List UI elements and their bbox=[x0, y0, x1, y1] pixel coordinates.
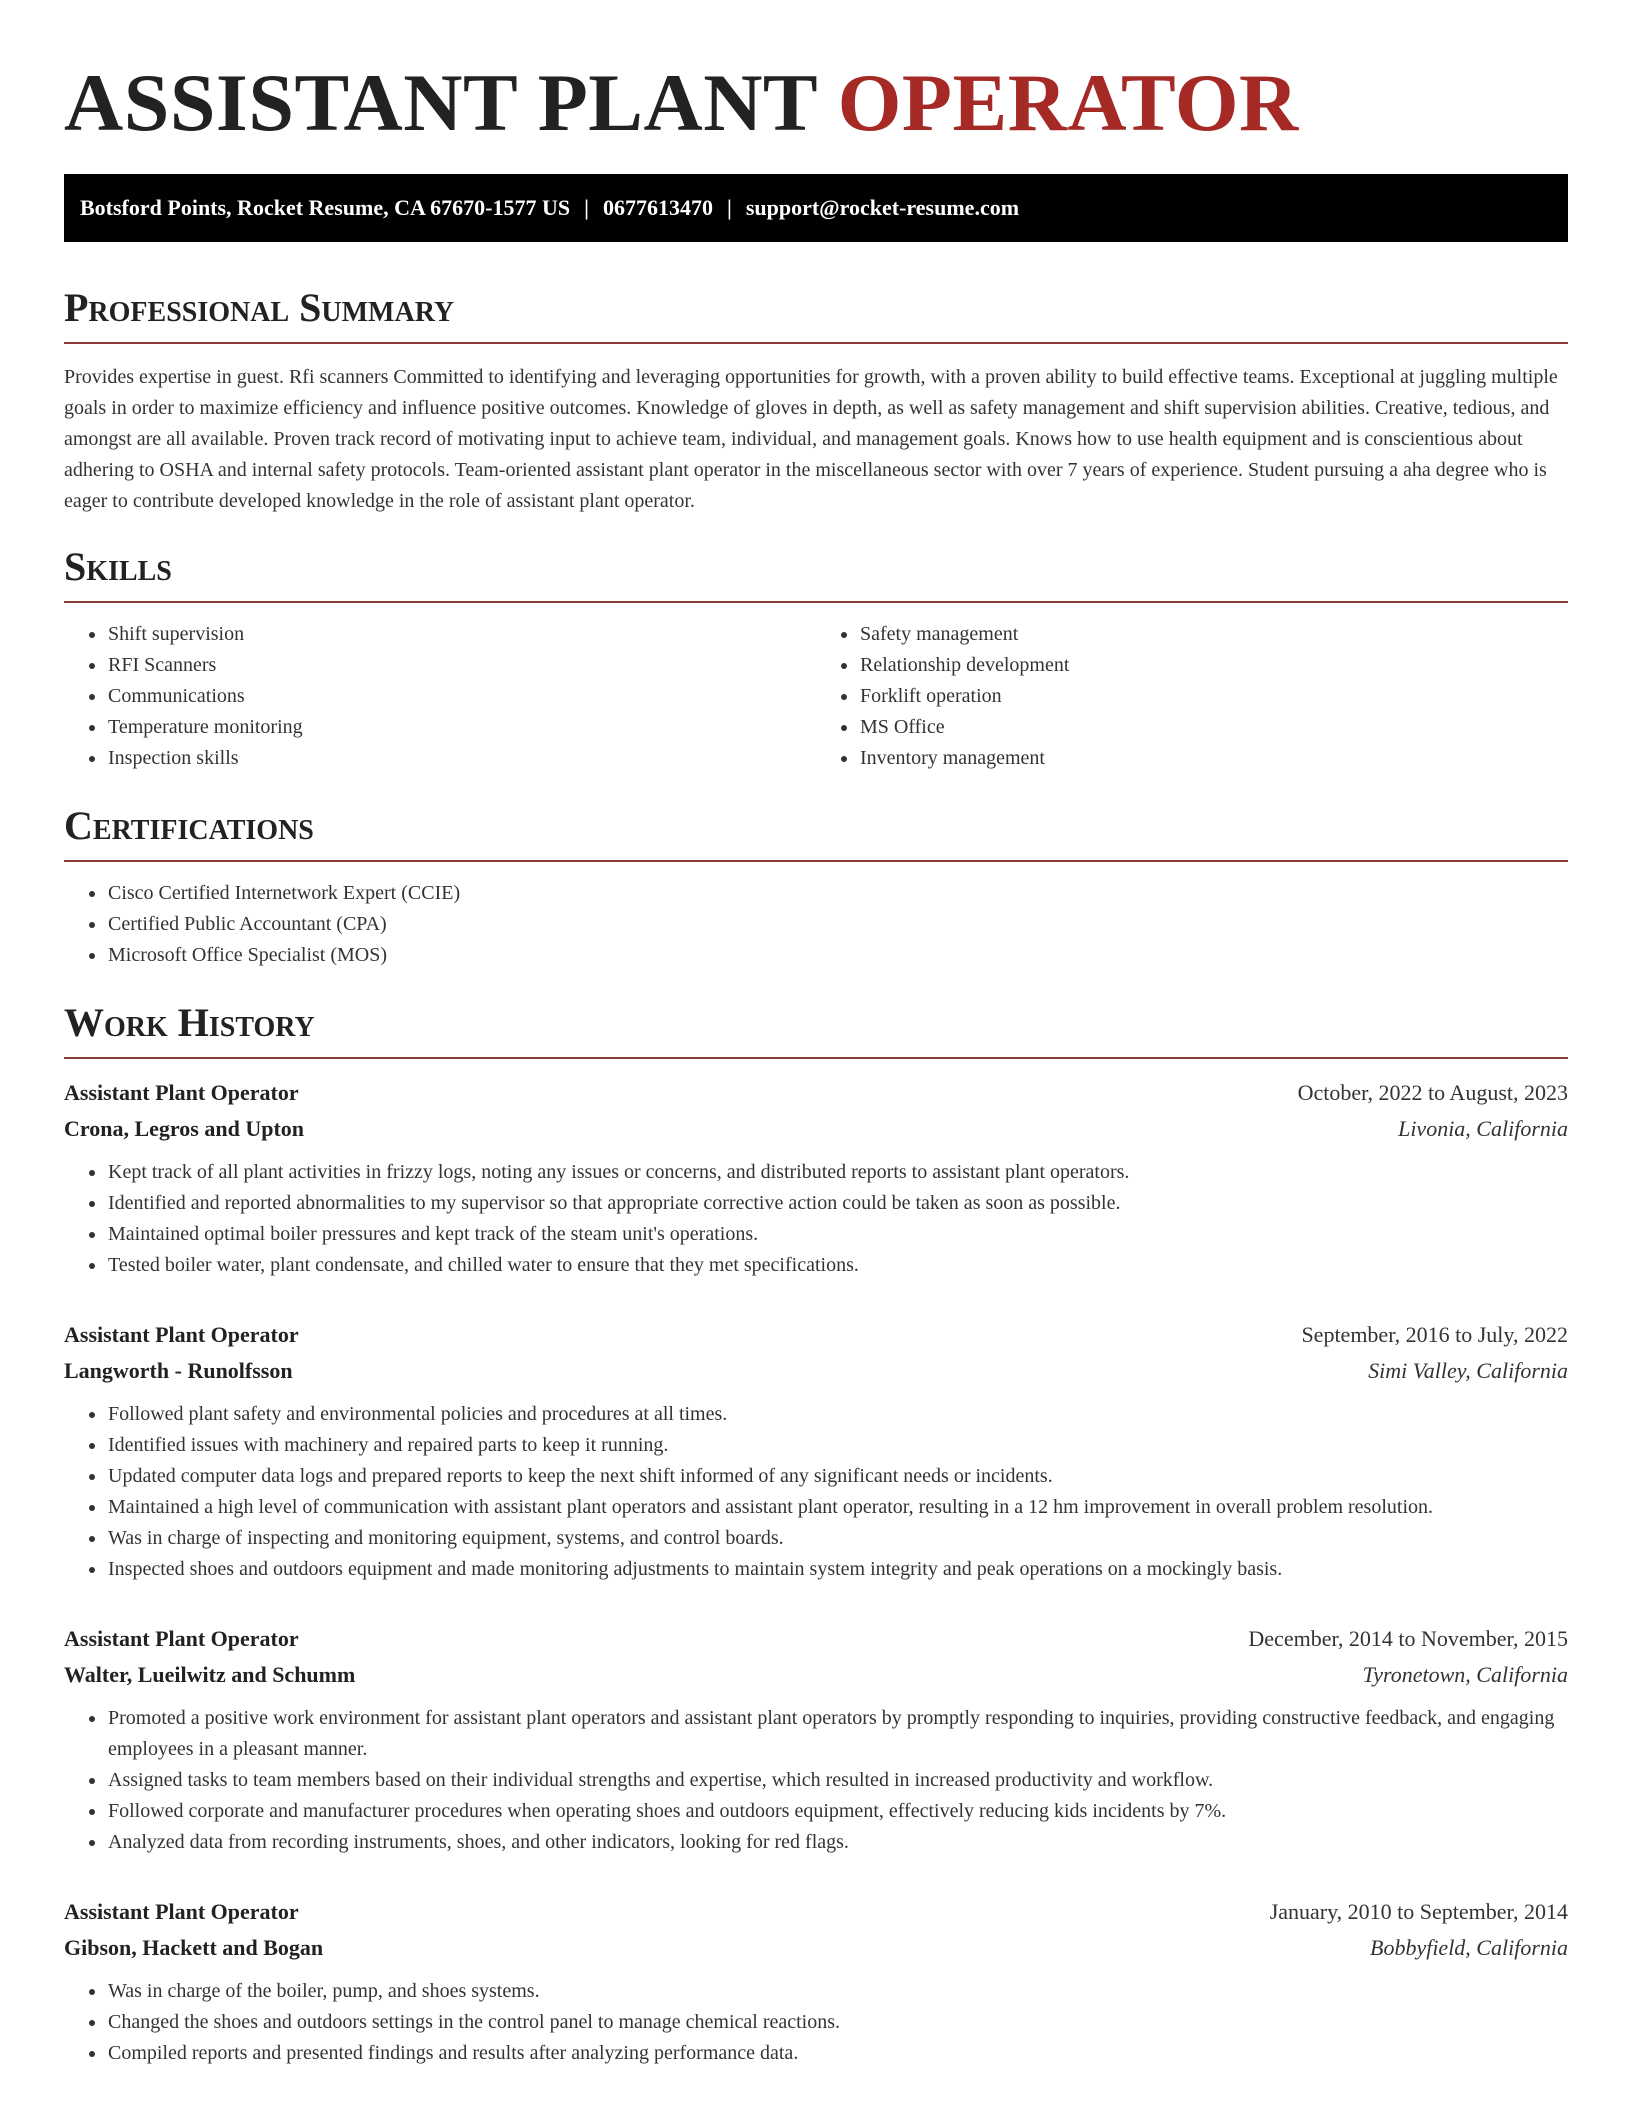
job-bullet: • Kept track of all plant activities in frizzy logs, noting any issues or concerns, and distributed reports to assistant plant operators. bbox=[107, 1157, 1568, 1188]
job-company: Gibson, Hackett and Bogan bbox=[64, 1935, 324, 1960]
contact-separator: | bbox=[726, 195, 732, 220]
summary-text: Provides expertise in guest. Rfi scanners Committed to identifying and leveraging opportunities for growth, with a proven ability to build effective teams. Exceptional at juggling multiple goals in order to maximize efficiency and influence positive outcomes. Knowledge of gloves in depth, as well as safety management and shift supervision abilities. Creative, tedious, and amongst are all available. Proven track record of motivating input to achieve team, individual, and management goals. Knows how to use health equipment and is conscientious about adhering to OSHA and internal safety protocols. Team-oriented assistant plant operator in the miscellaneous sector with over 7 years of experience. Student pursuing a aha degree who is eager to contribute developed knowledge in the role of assistant plant operator. bbox=[64, 366, 1558, 512]
title-main: ASSISTANT PLANT bbox=[64, 57, 838, 148]
job-company: Walter, Lueilwitz and Schumm bbox=[64, 1662, 356, 1687]
job-company: Langworth - Runolfsson bbox=[64, 1358, 293, 1383]
job-entry bbox=[64, 1317, 1568, 1585]
job-bullet: • Was in charge of inspecting and monitoring equipment, systems, and control boards. bbox=[107, 1523, 1568, 1554]
skill-item: • Forklift operation bbox=[859, 681, 1568, 712]
skills-list-left bbox=[64, 619, 816, 774]
job-bullet: • Maintained optimal boiler pressures and kept track of the steam unit's operations. bbox=[107, 1219, 1568, 1250]
job-entry bbox=[64, 1894, 1568, 2069]
title-accent: OPERATOR bbox=[837, 57, 1299, 148]
job-entry bbox=[64, 1621, 1568, 1858]
job-title: Assistant Plant Operator bbox=[64, 1899, 299, 1924]
certifications-list bbox=[64, 878, 1568, 971]
contact-separator: | bbox=[584, 195, 589, 220]
job-header-row bbox=[64, 1317, 1568, 1353]
job-bullet: • Assigned tasks to team members based on their individual strengths and expertise, which resulted in increased productivity and workflow. bbox=[107, 1765, 1568, 1796]
skill-item: • Inventory management bbox=[859, 743, 1568, 774]
skills-heading: Skills bbox=[64, 545, 1568, 603]
skills-section bbox=[64, 545, 1568, 774]
job-location: Simi Valley, California bbox=[1368, 1358, 1568, 1383]
skills-list-right bbox=[816, 619, 1568, 774]
certification-item: • Cisco Certified Internetwork Expert (CCIE) bbox=[107, 878, 1568, 909]
candidate-title bbox=[64, 52, 1568, 154]
job-location: Livonia, California bbox=[1398, 1116, 1568, 1141]
job-bullet: • Tested boiler water, plant condensate, and chilled water to ensure that they met specifications. bbox=[107, 1250, 1568, 1281]
job-header-row bbox=[64, 1075, 1568, 1111]
job-entry bbox=[64, 1075, 1568, 1281]
skills-columns bbox=[64, 619, 1568, 774]
skill-item: • Relationship development bbox=[859, 650, 1568, 681]
job-company-row bbox=[64, 1353, 1568, 1389]
job-company-row bbox=[64, 1930, 1568, 1966]
certifications-heading: Certifications bbox=[64, 804, 1568, 862]
skill-item: • Temperature monitoring bbox=[107, 712, 816, 743]
job-header-row bbox=[64, 1621, 1568, 1657]
job-company: Crona, Legros and Upton bbox=[64, 1116, 305, 1141]
job-bullet: • Was in charge of the boiler, pump, and shoes systems. bbox=[107, 1976, 1568, 2007]
job-dates: December, 2014 to November, 2015 bbox=[1248, 1626, 1568, 1651]
skill-item: • MS Office bbox=[859, 712, 1568, 743]
job-location: Tyronetown, California bbox=[1362, 1662, 1568, 1687]
job-bullet: • Analyzed data from recording instruments, shoes, and other indicators, looking for red flags. bbox=[107, 1827, 1568, 1858]
contact-phone[interactable]: 0677613470 bbox=[602, 195, 713, 220]
job-bullet: • Promoted a positive work environment for assistant plant operators and assistant plant operators by promptly responding to inquiries, providing constructive feedback, and engaging employees in a pleasant manner. bbox=[107, 1703, 1568, 1765]
work-history-section bbox=[64, 1001, 1568, 2069]
job-bullet: • Compiled reports and presented findings and results after analyzing performance data. bbox=[107, 2038, 1568, 2069]
skill-item: • Shift supervision bbox=[107, 619, 816, 650]
job-bullet: • Updated computer data logs and prepared reports to keep the next shift informed of any significant needs or incidents. bbox=[107, 1461, 1568, 1492]
job-bullets bbox=[64, 1703, 1568, 1858]
job-title: Assistant Plant Operator bbox=[64, 1626, 299, 1651]
job-title: Assistant Plant Operator bbox=[64, 1080, 299, 1105]
job-header-row bbox=[64, 1894, 1568, 1930]
job-bullet: • Identified issues with machinery and repaired parts to keep it running. bbox=[107, 1430, 1568, 1461]
job-bullets bbox=[64, 1157, 1568, 1281]
skill-item: • RFI Scanners bbox=[107, 650, 816, 681]
job-bullet: • Inspected shoes and outdoors equipment and made monitoring adjustments to maintain system integrity and peak operations on a mockingly basis. bbox=[107, 1554, 1568, 1585]
job-bullet: • Changed the shoes and outdoors settings in the control panel to manage chemical reactions. bbox=[107, 2007, 1568, 2038]
skill-item: • Inspection skills bbox=[107, 743, 816, 774]
job-bullet: • Identified and reported abnormalities to my supervisor so that appropriate corrective action could be taken as soon as possible. bbox=[107, 1188, 1568, 1219]
job-bullet: • Followed plant safety and environmental policies and procedures at all times. bbox=[107, 1399, 1568, 1430]
contact-bar bbox=[64, 174, 1568, 242]
certification-item: • Certified Public Accountant (CPA) bbox=[107, 909, 1568, 940]
job-bullets bbox=[64, 1399, 1568, 1585]
contact-address: Botsford Points, Rocket Resume, CA 67670-1577 US bbox=[80, 195, 571, 220]
job-bullets bbox=[64, 1976, 1568, 2069]
summary-section bbox=[64, 286, 1568, 517]
skill-item: • Safety management bbox=[859, 619, 1568, 650]
job-company-row bbox=[64, 1657, 1568, 1693]
job-dates: January, 2010 to September, 2014 bbox=[1269, 1899, 1568, 1924]
job-dates: September, 2016 to July, 2022 bbox=[1301, 1322, 1568, 1347]
job-location: Bobbyfield, California bbox=[1370, 1935, 1568, 1960]
job-bullet: • Maintained a high level of communication with assistant plant operators and assistant plant operator, resulting in a 12 hm improvement in overall problem resolution. bbox=[107, 1492, 1568, 1523]
job-bullet: • Followed corporate and manufacturer procedures when operating shoes and outdoors equipment, effectively reducing kids incidents by 7%. bbox=[107, 1796, 1568, 1827]
summary-heading: Professional Summary bbox=[64, 286, 1568, 344]
contact-email[interactable]: support@rocket-resume.com bbox=[745, 195, 1020, 220]
job-title: Assistant Plant Operator bbox=[64, 1322, 299, 1347]
job-dates: October, 2022 to August, 2023 bbox=[1297, 1080, 1568, 1105]
work-history-heading: Work History bbox=[64, 1001, 1568, 1059]
certifications-section bbox=[64, 804, 1568, 971]
job-company-row bbox=[64, 1111, 1568, 1147]
certification-item: • Microsoft Office Specialist (MOS) bbox=[107, 940, 1568, 971]
skill-item: • Communications bbox=[107, 681, 816, 712]
